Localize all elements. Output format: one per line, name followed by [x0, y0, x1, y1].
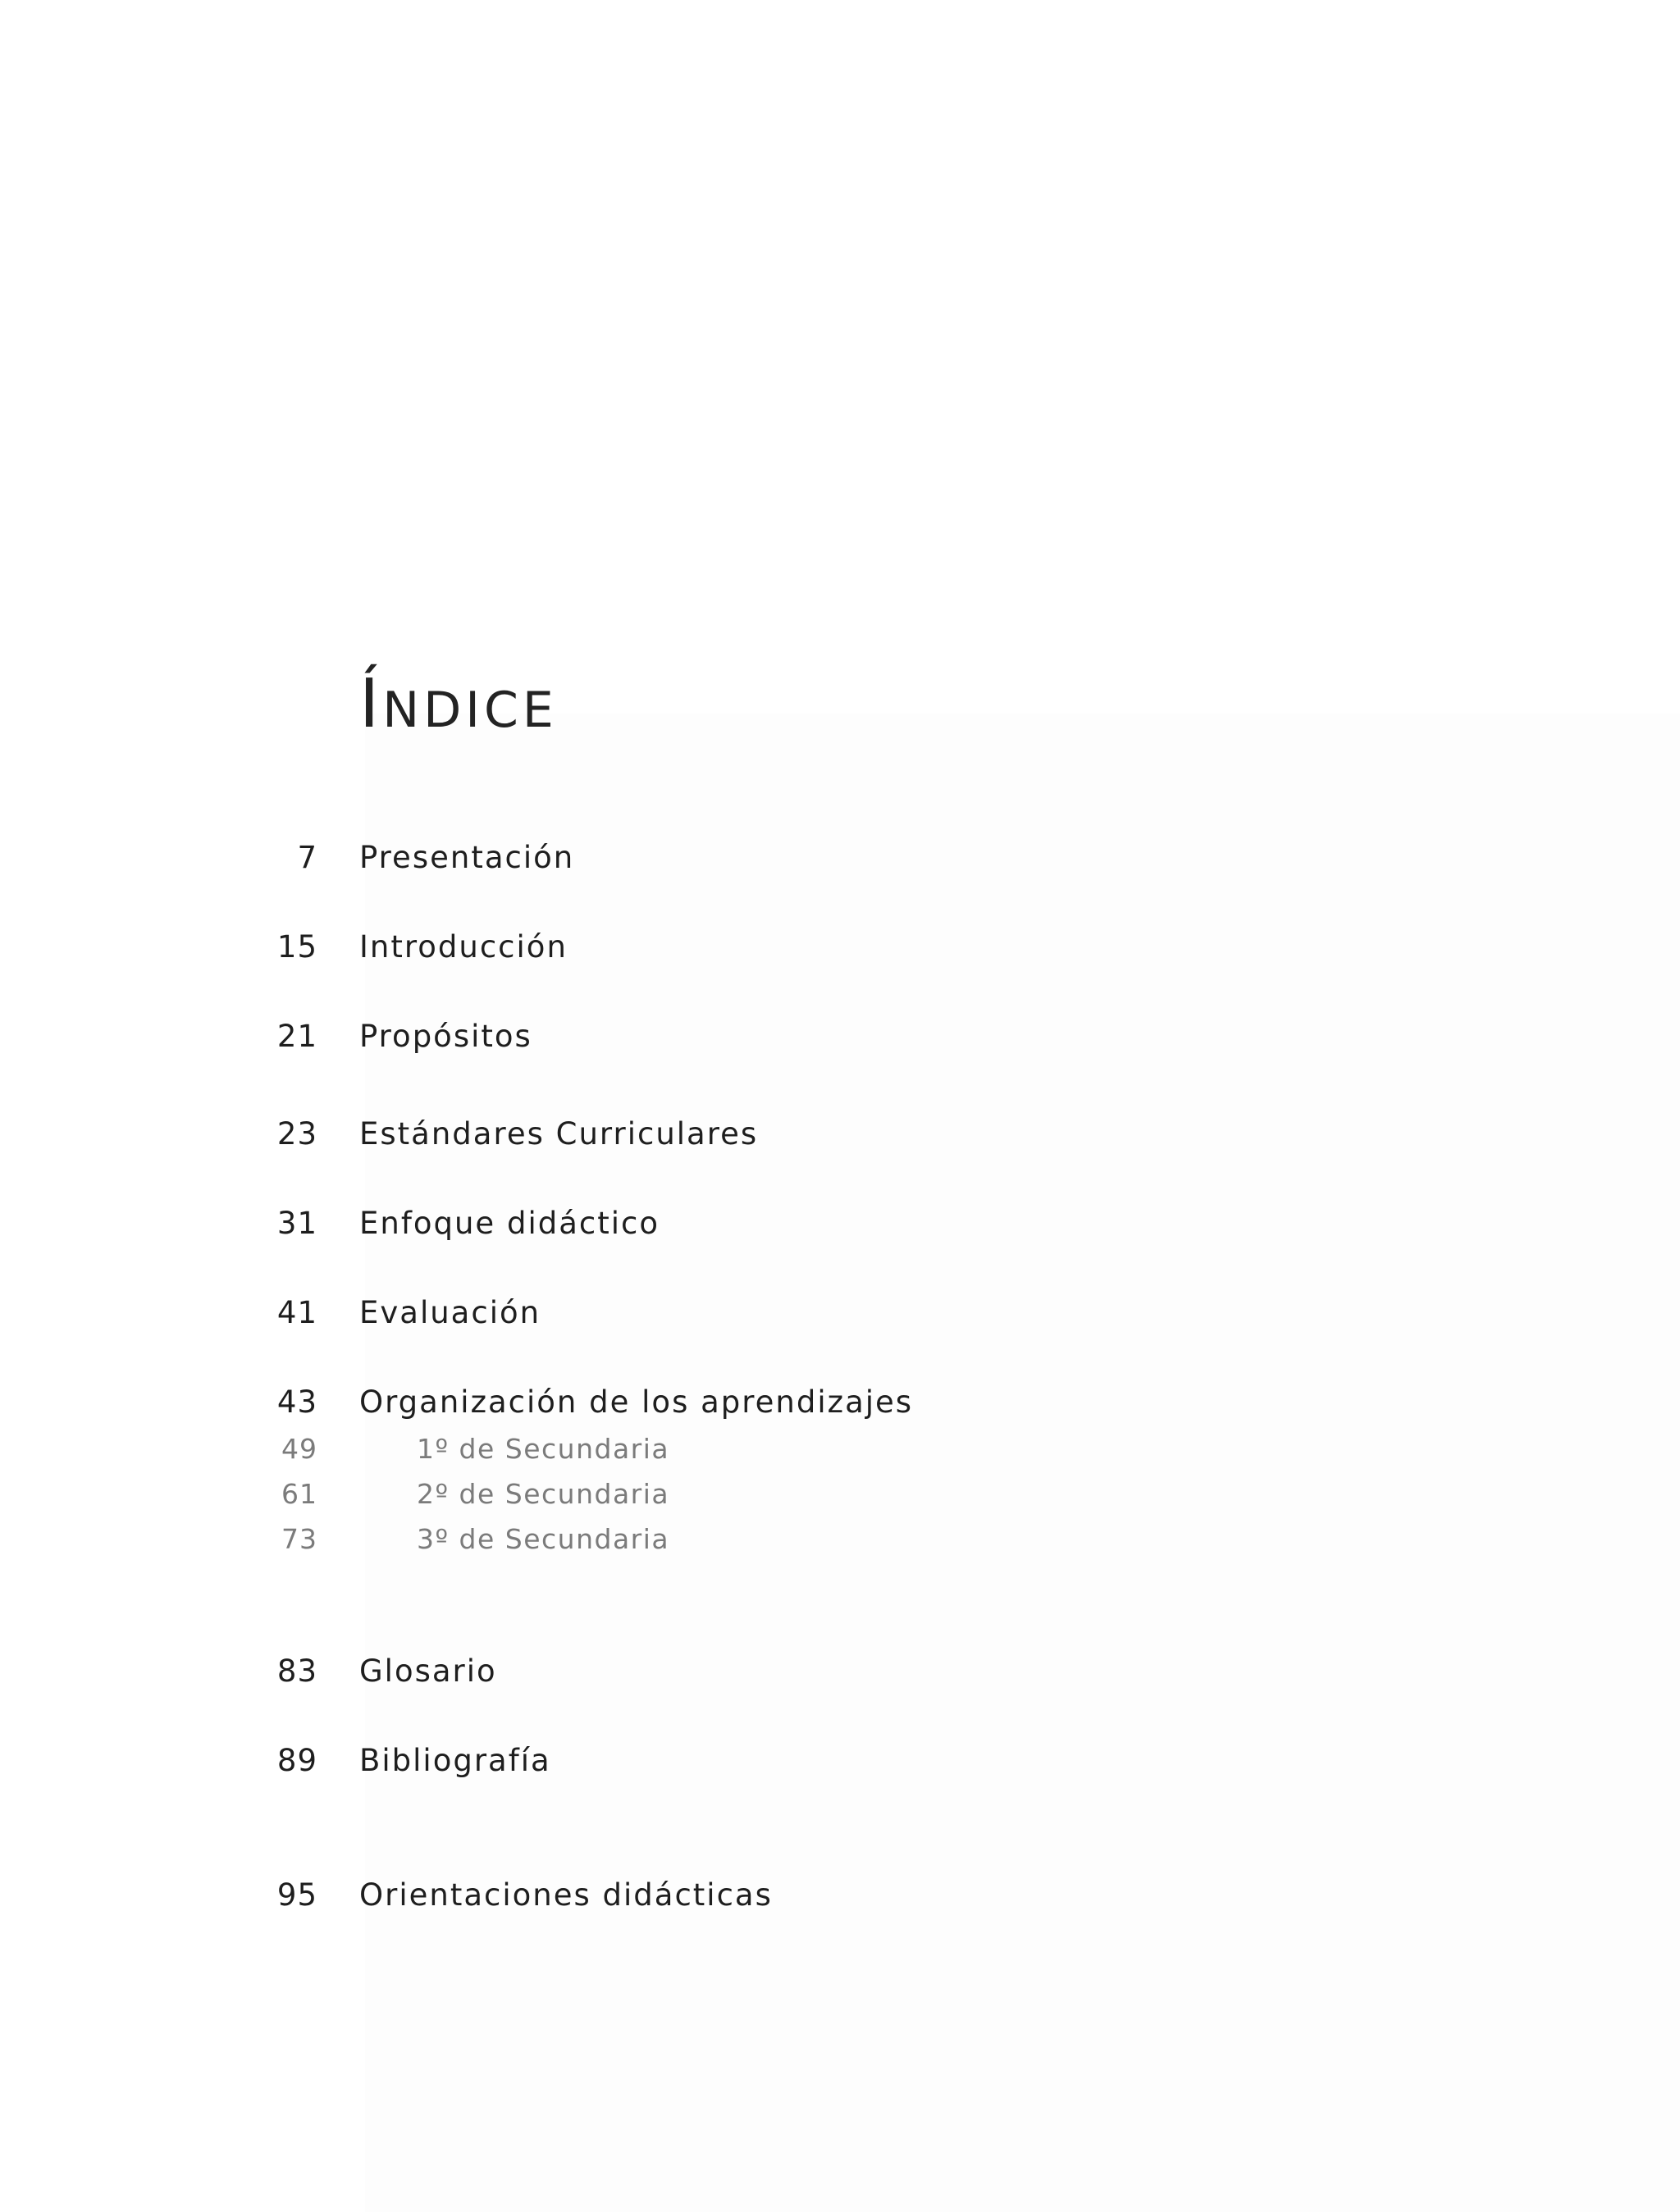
toc-entry-label: Presentación — [359, 840, 575, 875]
toc-page-number: 49 — [281, 1433, 317, 1465]
title-initial: Í — [359, 665, 383, 743]
toc-page-number: 73 — [281, 1523, 317, 1555]
toc-entry-label: Orientaciones didácticas — [359, 1877, 773, 1913]
toc-entry-evaluacion[interactable] — [0, 1292, 984, 1334]
toc-page-number: 89 — [276, 1743, 317, 1778]
toc-entry-introduccion[interactable] — [0, 926, 984, 969]
toc-entry-estandares-curriculares[interactable] — [0, 1113, 984, 1156]
toc-page-number: 15 — [276, 929, 317, 965]
toc-page-number: 21 — [276, 1019, 317, 1054]
toc-entry-label: 2º de Secundaria — [417, 1478, 670, 1510]
toc-entry-glosario[interactable] — [0, 1650, 984, 1693]
title-rest: NDICE — [382, 682, 558, 739]
toc-subentry-2-secundaria[interactable] — [0, 1475, 984, 1513]
toc-page-number: 31 — [276, 1206, 317, 1241]
toc-subentry-1-secundaria[interactable] — [0, 1430, 984, 1468]
toc-entry-label: Estándares Curriculares — [359, 1116, 759, 1152]
toc-entry-label: Evaluación — [359, 1295, 541, 1330]
toc-entry-label: Glosario — [359, 1653, 497, 1689]
toc-entry-orientaciones-didacticas[interactable] — [0, 1874, 984, 1917]
toc-page-number: 7 — [297, 840, 317, 875]
toc-entry-label: Introducción — [359, 929, 568, 965]
toc-entry-presentacion[interactable] — [0, 837, 984, 879]
toc-page-number: 61 — [281, 1478, 317, 1510]
toc-entry-label: 1º de Secundaria — [417, 1433, 670, 1465]
page-title — [359, 665, 558, 743]
toc-entry-bibliografia[interactable] — [0, 1740, 984, 1782]
toc-entry-propositos[interactable] — [0, 1015, 984, 1058]
toc-entry-label: 3º de Secundaria — [417, 1523, 670, 1555]
toc-entry-label: Organización de los aprendizajes — [359, 1384, 914, 1420]
toc-entry-organizacion-aprendizajes[interactable] — [0, 1381, 984, 1424]
toc-entry-enfoque-didactico[interactable] — [0, 1202, 984, 1245]
toc-page-number: 83 — [276, 1653, 317, 1689]
toc-entry-label: Enfoque didáctico — [359, 1206, 660, 1241]
toc-page-number: 23 — [276, 1116, 317, 1152]
toc-page-number: 41 — [276, 1295, 317, 1330]
toc-subentry-3-secundaria[interactable] — [0, 1521, 984, 1558]
toc-entry-label: Propósitos — [359, 1019, 532, 1054]
toc-page-number: 43 — [276, 1384, 317, 1420]
toc-entry-label: Bibliografía — [359, 1743, 551, 1778]
toc-page-number: 95 — [276, 1877, 317, 1913]
